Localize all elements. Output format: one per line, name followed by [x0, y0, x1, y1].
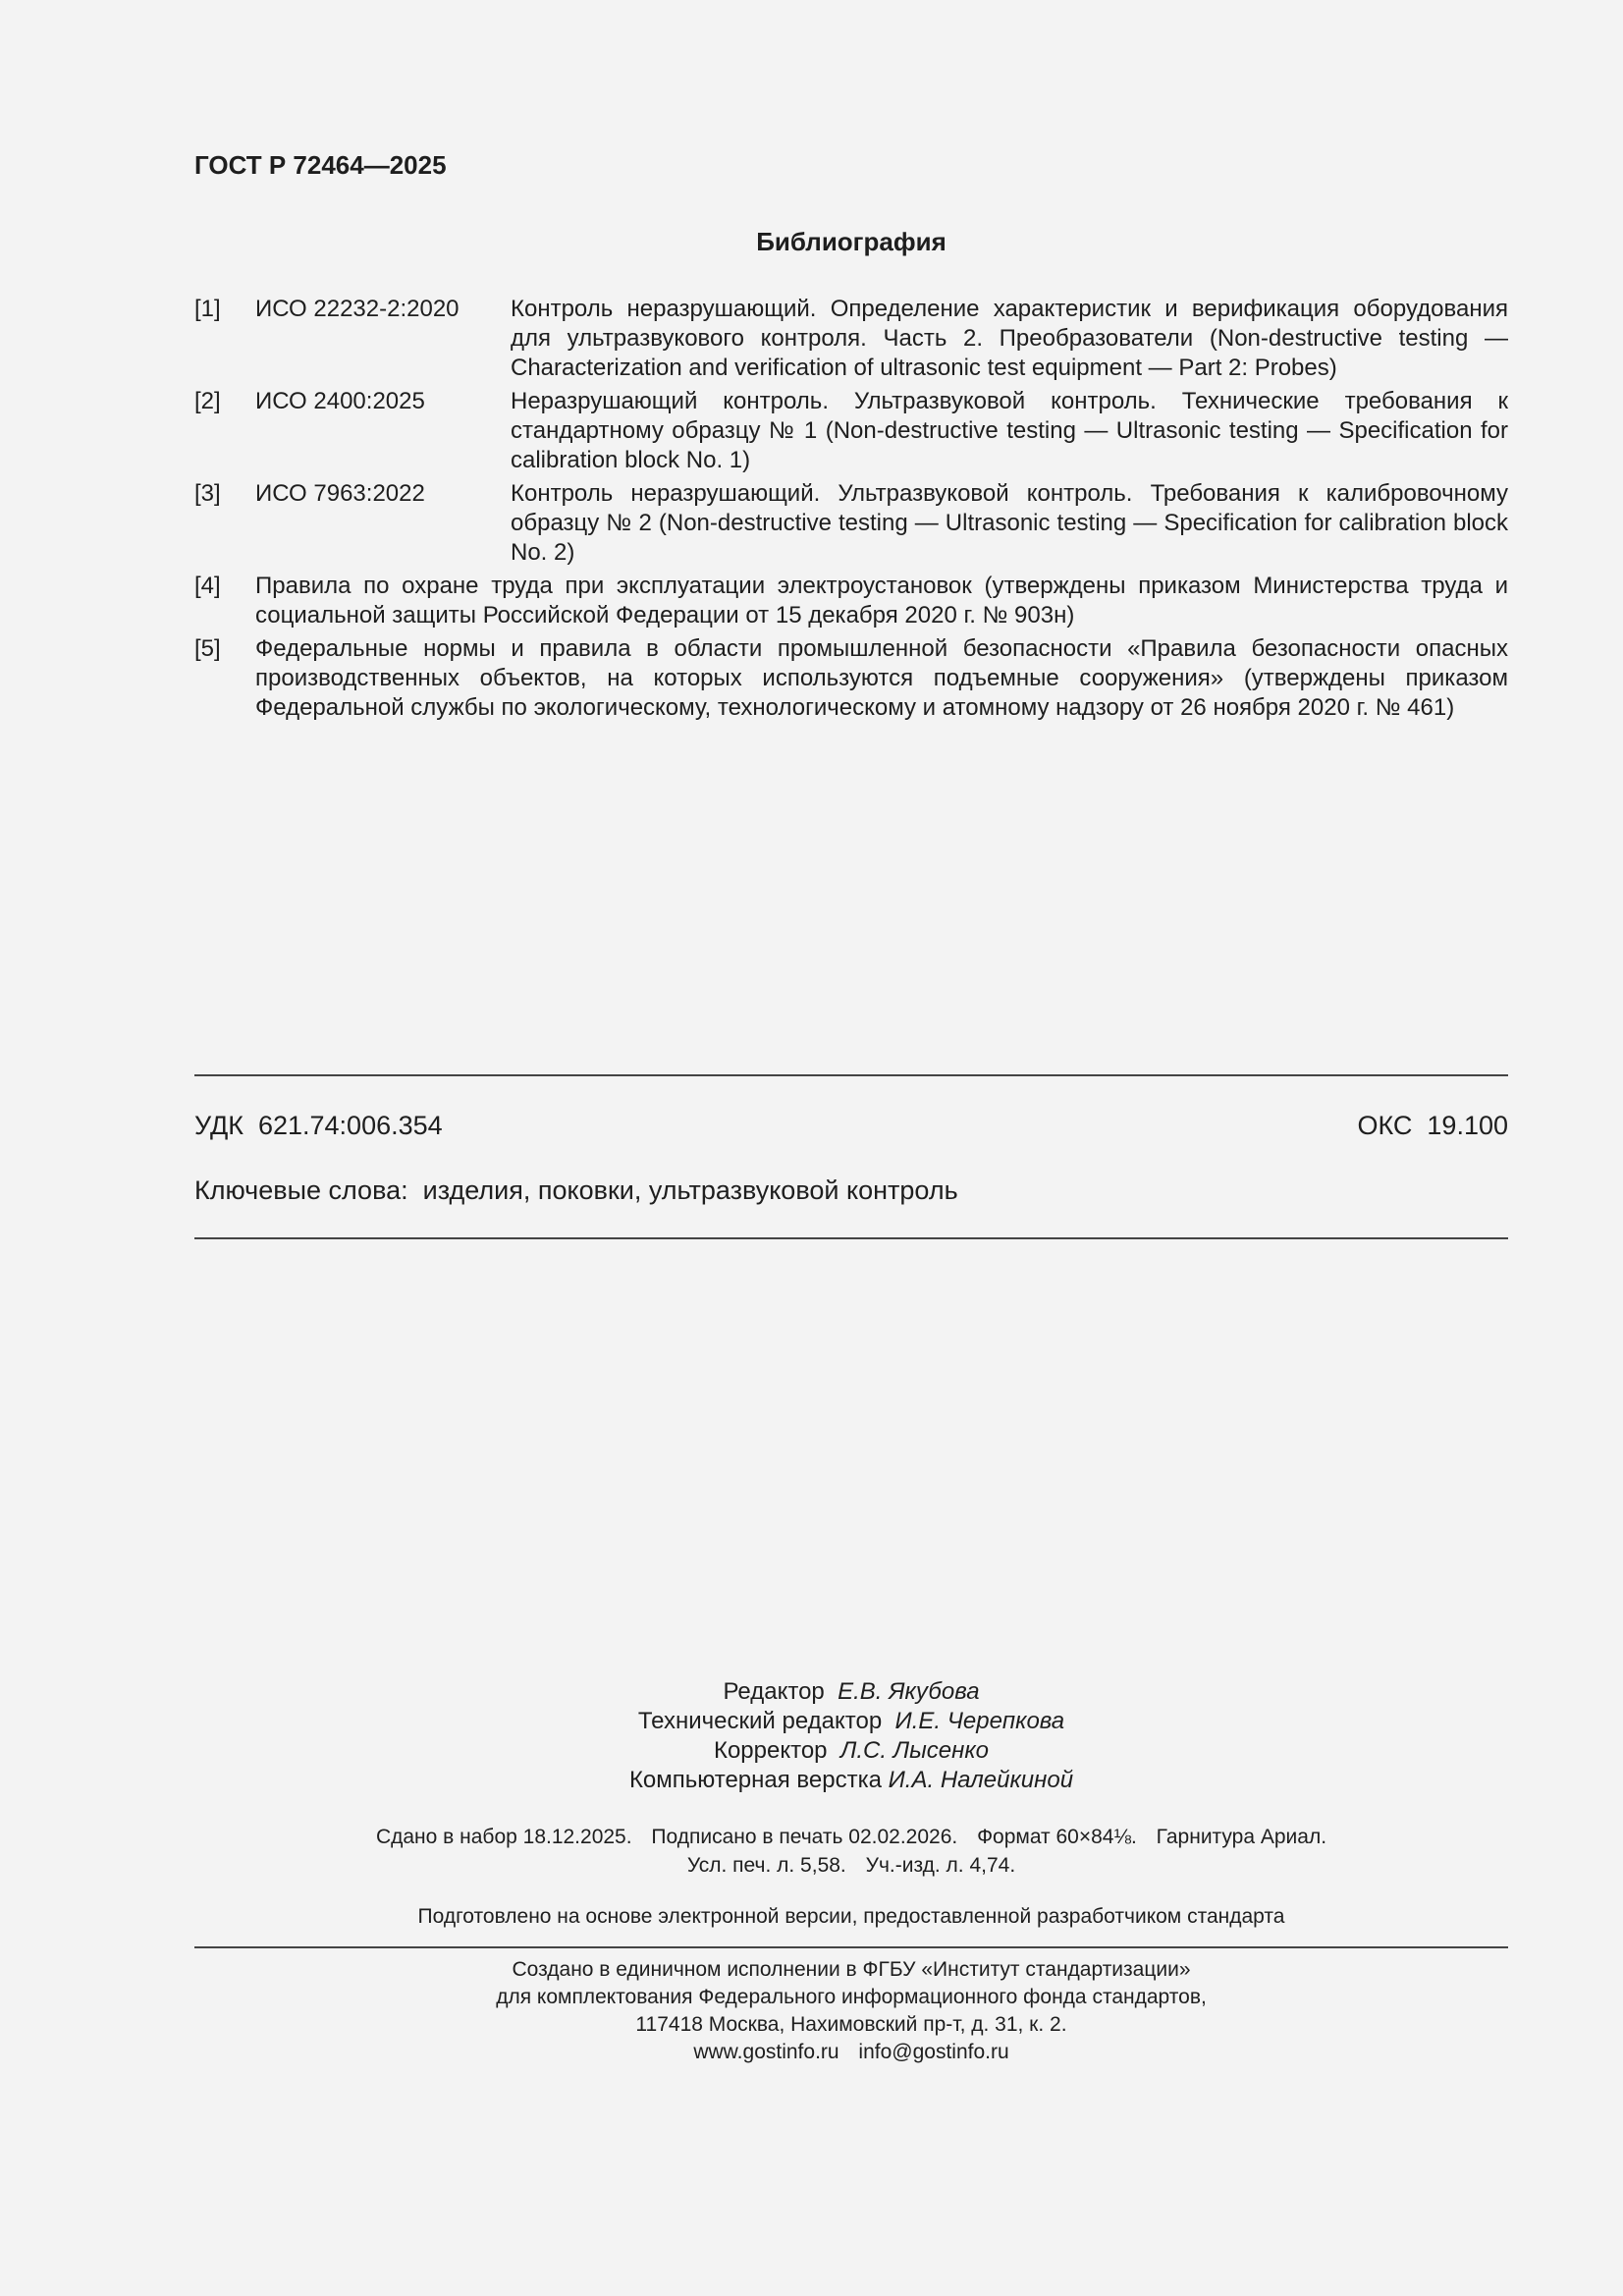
entry-number: [3] [194, 480, 221, 507]
bibliography-entry [194, 634, 1508, 723]
prepared-note: Подготовлено на основе электронной версии, предоставленной разработчиком стандарта [417, 1905, 1285, 1928]
divider-bottom [194, 1237, 1508, 1239]
credit-proofreader [194, 1736, 1508, 1766]
divider-publisher [194, 1946, 1508, 1948]
bibliography-title: Библиография [756, 227, 947, 256]
entry-number: [5] [194, 635, 221, 662]
entry-number: [2] [194, 388, 221, 414]
keywords-label: Ключевые слова: [194, 1175, 408, 1205]
bibliography-entry [194, 387, 1508, 475]
entry-text: Контроль неразрушающий. Определение характеристик и верификация оборудования для ультразвукового контроля. Часть 2. Преобразователи (Non-destructive testing — Characterization and verification of ultrasonic test equipment — Part 2: Probes) [511, 296, 1508, 381]
oks-value: 19.100 [1427, 1111, 1508, 1140]
entry-number: [1] [194, 296, 221, 322]
entry-text: Правила по охране труда при эксплуатации электроустановок (утверждены приказом Министерства труда и социальной защиты Российской Федерации от 15 декабря 2020 г. № 903н) [255, 573, 1508, 629]
publisher-line-2: для комплектования Федерального информационного фонда стандартов, [496, 1986, 1207, 2008]
credit-name: Е.В. Якубова [838, 1678, 980, 1705]
publisher-block [194, 1956, 1508, 2066]
keywords-value: изделия, поковки, ультразвуковой контроль [422, 1175, 958, 1205]
publisher-address: 117418 Москва, Нахимовский пр-т, д. 31, к. 2. [635, 2013, 1067, 2036]
website-link[interactable]: www.gostinfo.ru [693, 2041, 839, 2063]
credit-name: И.А. Налейкиной [888, 1767, 1074, 1793]
credit-editor [194, 1677, 1508, 1707]
publisher-contacts [194, 2039, 1508, 2066]
print-info-line-2 [194, 1851, 1508, 1880]
classification-row [194, 1108, 1508, 1143]
credit-label: Редактор [723, 1678, 825, 1705]
credit-tech-editor [194, 1707, 1508, 1736]
typeface: Гарнитура Ариал. [1156, 1826, 1327, 1848]
paper-format: Формат 60×84⅛. [977, 1826, 1137, 1848]
entry-text: Федеральные нормы и правила в области промышленной безопасности «Правила безопасности опасных производственных объектов, на которых используются подъемные сооружения» (утверждены приказом Федеральной службы по экологическому, технологическому и атомному надзору от 26 ноября 2020 г. № 461) [255, 635, 1508, 721]
signed-date: Подписано в печать 02.02.2026. [651, 1826, 958, 1848]
udk-value: 621.74:006.354 [257, 1111, 443, 1140]
bibliography-entry [194, 479, 1508, 568]
publisher-line-1: Создано в единичном исполнении в ФГБУ «Институт стандартизации» [512, 1958, 1191, 1981]
entry-standard-code: ИСО 2400:2025 [255, 388, 425, 414]
print-info-line-1 [194, 1823, 1508, 1851]
credit-label: Технический редактор [637, 1708, 883, 1734]
entry-text: Неразрушающий контроль. Ультразвуковой контроль. Технические требования к стандартному образцу № 1 (Non-destructive testing — Ultrasonic testing — Specification for calibration block No. 1) [511, 388, 1508, 473]
print-sheets: Усл. печ. л. 5,58. [686, 1854, 846, 1877]
publisher-sheets: Уч.-изд. л. 4,74. [865, 1854, 1016, 1877]
keywords-line [194, 1173, 1508, 1208]
oks-label: ОКС [1357, 1111, 1413, 1140]
submitted-date: Сдано в набор 18.12.2025. [375, 1826, 632, 1848]
credit-label: Компьютерная верстка [628, 1767, 882, 1793]
oks-code [1357, 1108, 1508, 1143]
credit-name: Л.С. Лысенко [839, 1737, 990, 1764]
credit-layout [194, 1766, 1508, 1795]
credit-name: И.Е. Черепкова [894, 1708, 1065, 1734]
credits-block [194, 1677, 1508, 1795]
entry-standard-code: ИСО 22232-2:2020 [255, 296, 460, 322]
entry-number: [4] [194, 573, 221, 599]
print-info-block [194, 1823, 1508, 1880]
email-link[interactable]: info@gostinfo.ru [858, 2041, 1009, 2063]
bibliography-list [194, 295, 1508, 727]
divider-top [194, 1074, 1508, 1076]
udk-code [194, 1108, 443, 1143]
document-id-header: ГОСТ Р 72464—2025 [194, 150, 447, 180]
bibliography-entry [194, 295, 1508, 383]
udk-label: УДК [194, 1111, 243, 1140]
entry-standard-code: ИСО 7963:2022 [255, 480, 425, 507]
credit-label: Корректор [713, 1737, 828, 1764]
bibliography-entry [194, 572, 1508, 630]
entry-text: Контроль неразрушающий. Ультразвуковой контроль. Требования к калибровочному образцу № 2 (Non-destructive testing — Ultrasonic testing — Specification for calibration block No. 2) [511, 480, 1508, 566]
